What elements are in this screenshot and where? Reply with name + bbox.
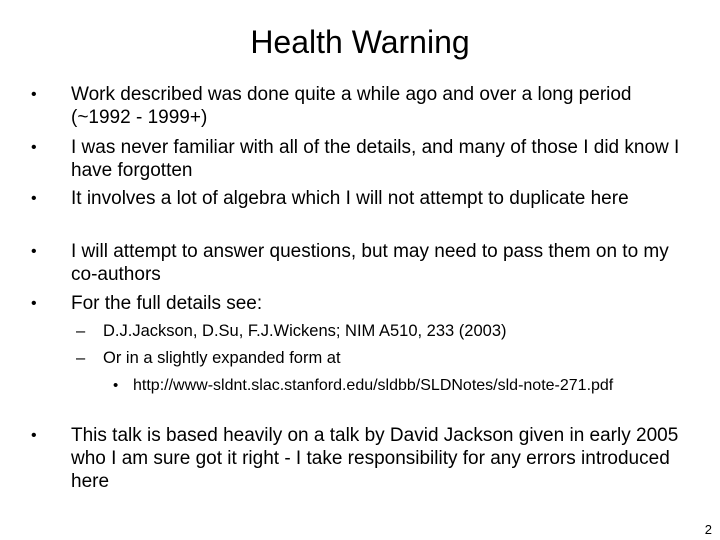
bullet-item-algebra	[31, 187, 691, 210]
bullet-marker: •	[31, 139, 37, 156]
bullet-marker: •	[31, 427, 37, 444]
bullet-item-questions	[31, 240, 691, 286]
sub-item-reference	[76, 321, 693, 341]
bullet-marker: •	[31, 190, 37, 207]
bullet-text: I will attempt to answer questions, but may need to pass them on to my co-authors	[71, 241, 669, 285]
bullet-marker: •	[31, 243, 37, 260]
sub-sub-item-url	[113, 376, 693, 396]
bullet-marker: •	[31, 295, 37, 312]
bullet-text: This talk is based heavily on a talk by David Jackson given in early 2005 who I am sure got it right - I take responsibility for any errors introduced here	[71, 425, 679, 492]
sub-item-expanded-form	[76, 348, 693, 368]
bullet-item-full-details	[31, 292, 691, 315]
slide-title: Health Warning	[250, 24, 470, 60]
bullet-text: For the full details see:	[71, 293, 263, 314]
url-link[interactable]: http://www-sldnt.slac.stanford.edu/sldbb/SLDNotes/sld-note-271.pdf	[133, 377, 614, 394]
page-number: 2	[704, 522, 712, 537]
dash-marker: –	[76, 349, 86, 367]
bullet-text: It involves a lot of algebra which I will not attempt to duplicate here	[71, 188, 629, 209]
bullet-text: Work described was done quite a while ago and over a long period (~1992 - 1999+)	[71, 84, 632, 128]
bullet-marker: •	[113, 377, 119, 394]
bullet-marker: •	[31, 86, 37, 103]
dash-marker: –	[76, 322, 86, 340]
sub-item-text: Or in a slightly expanded form at	[103, 349, 341, 367]
bullet-item-talk-based	[31, 424, 691, 493]
sub-item-text: D.J.Jackson, D.Su, F.J.Wickens; NIM A510, 233 (2003)	[103, 322, 507, 340]
bullet-text: I was never familiar with all of the details, and many of those I did know I have forgotten	[71, 137, 680, 181]
bullet-item-never-familiar	[31, 136, 691, 182]
bullet-item-work-described	[31, 83, 691, 129]
